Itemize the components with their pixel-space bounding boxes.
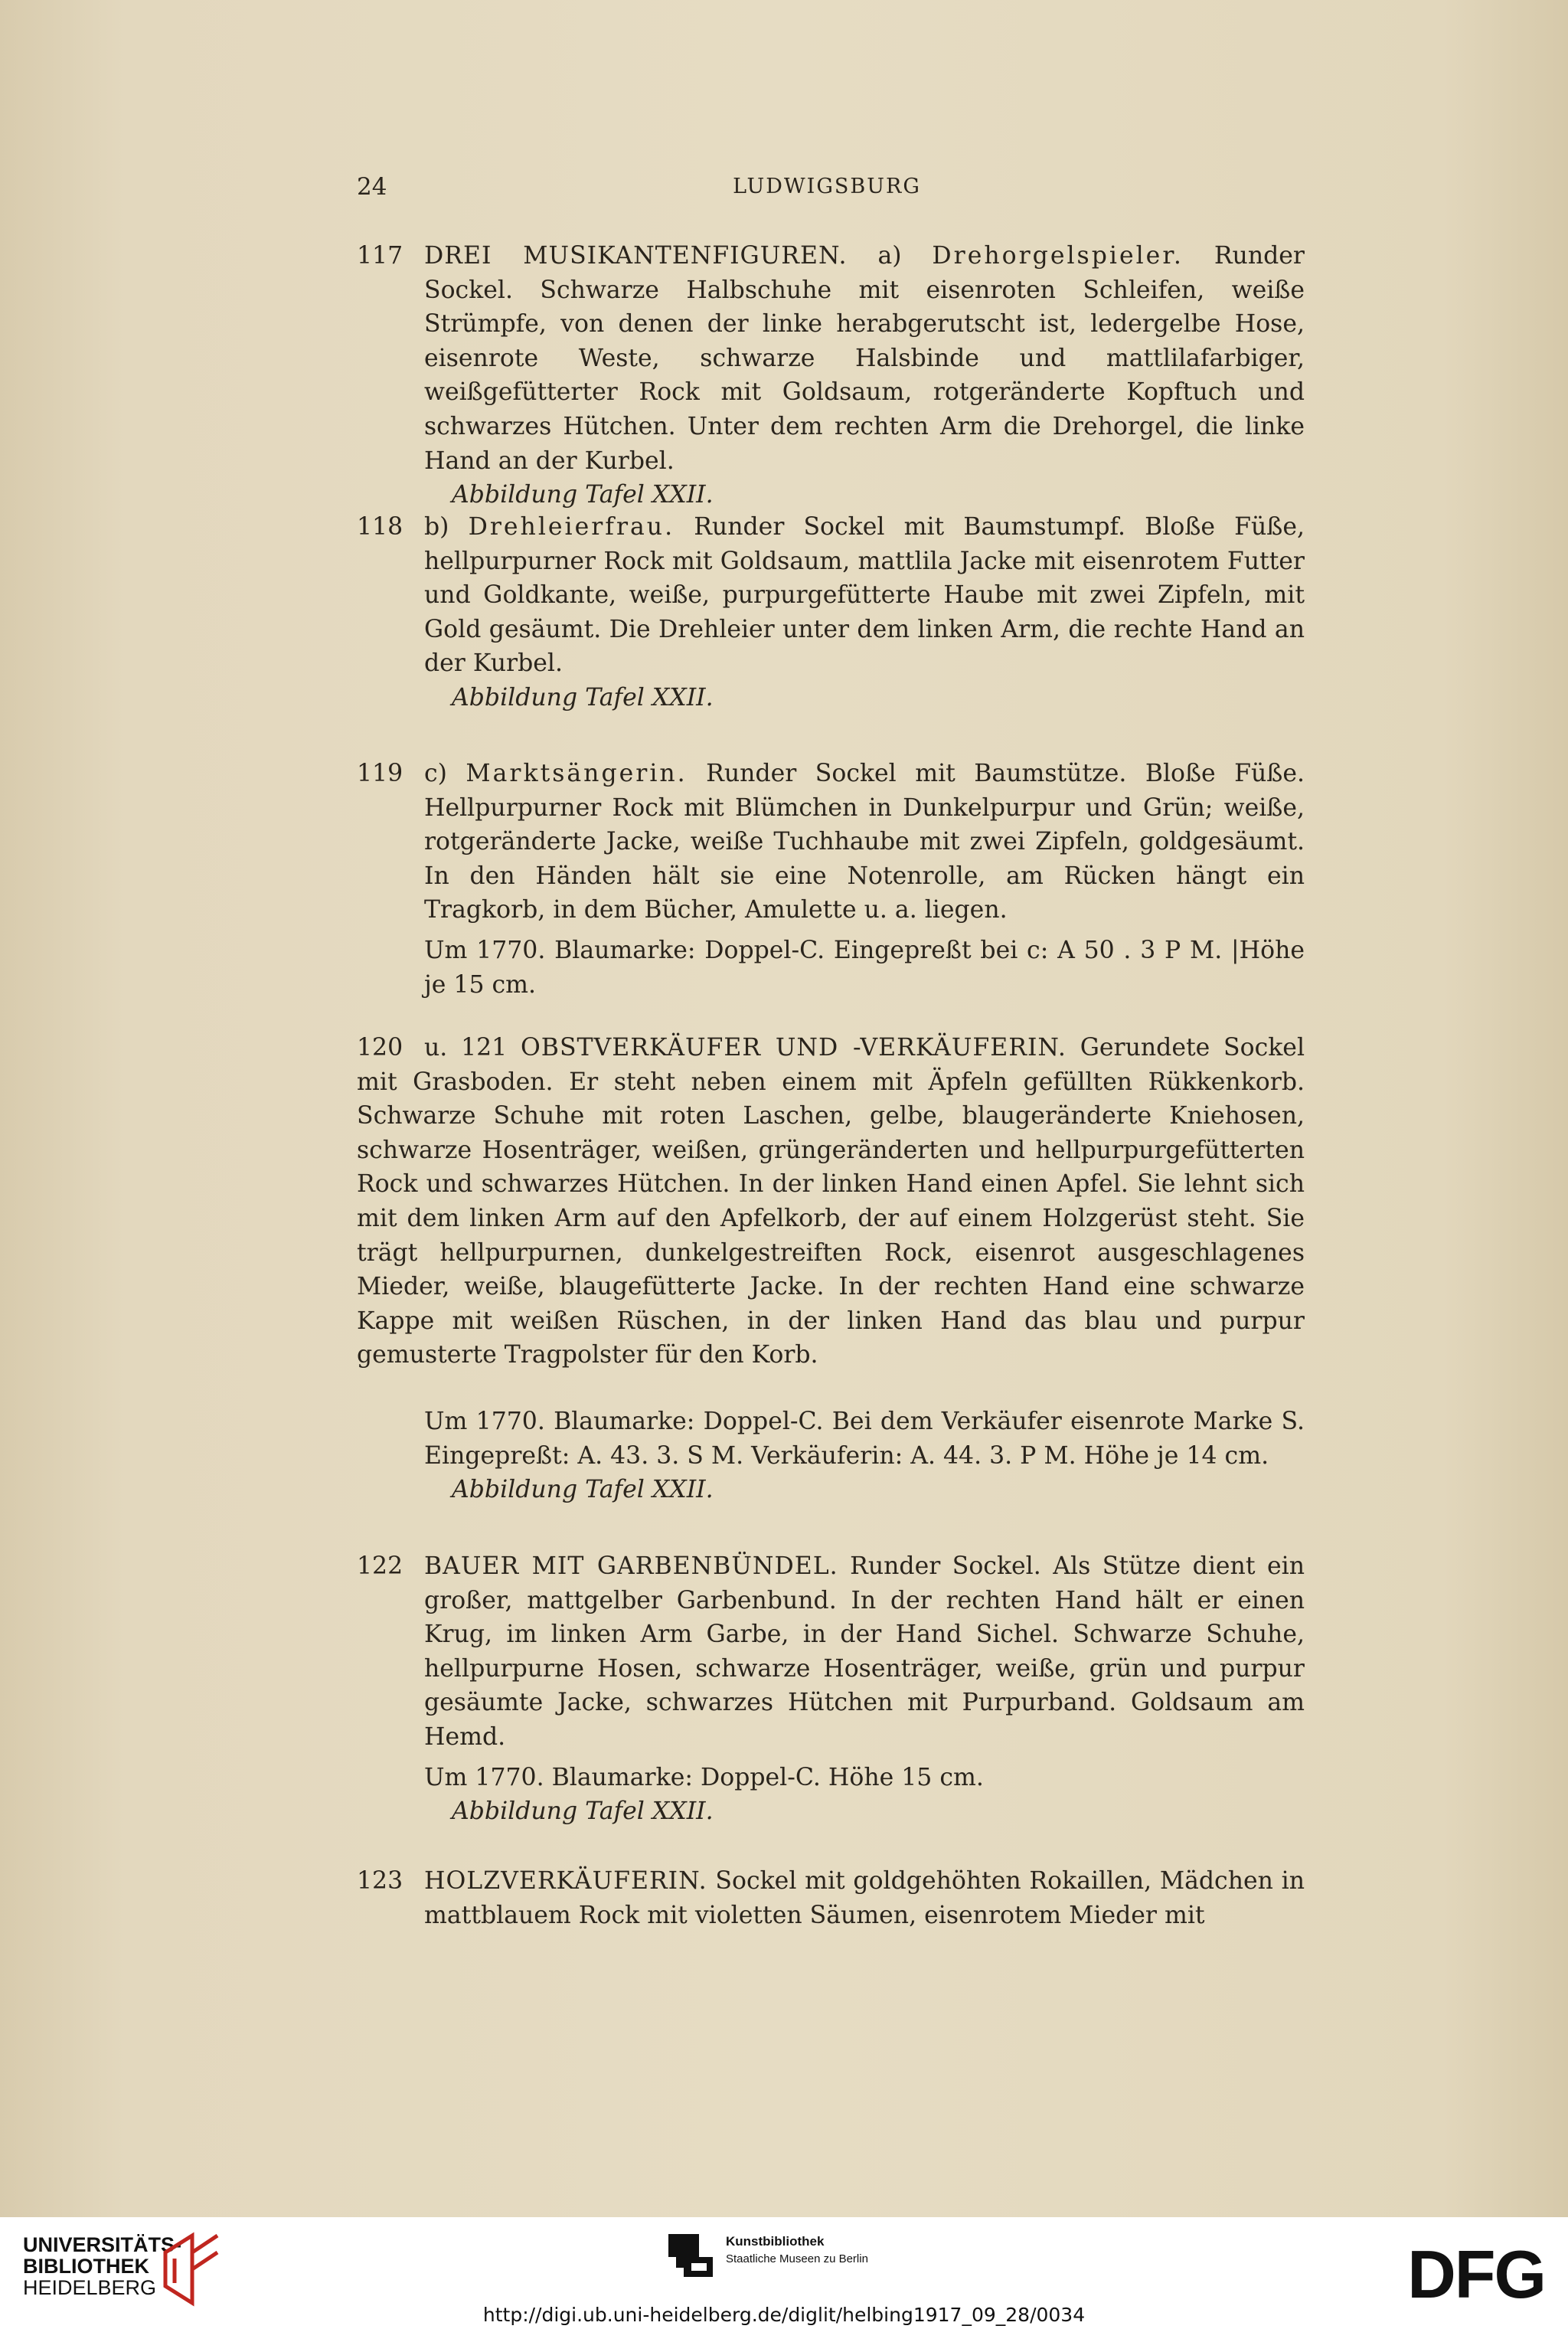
kb-subtitle: Staatliche Museen zu Berlin — [726, 2252, 868, 2265]
entry-subheading: Drehleierfrau. — [468, 513, 675, 541]
entry-text — [424, 510, 1305, 681]
entry-text — [424, 757, 1305, 927]
entry-number: 117 — [357, 242, 403, 270]
plate-reference: Abbildung Tafel XXII. — [452, 481, 714, 509]
entry-subheading: Marktsängerin. — [466, 760, 688, 787]
entry-subheading: Drehorgelspieler. — [932, 242, 1184, 270]
catalog-entry — [357, 239, 1305, 512]
plate-reference: Abbildung Tafel XXII. — [452, 1476, 714, 1504]
page-header — [357, 173, 1297, 210]
entry-heading: OBSTVERKÄUFER UND -VERKÄUFERIN. — [520, 1034, 1067, 1061]
entry-note: Um 1770. Blaumarke: Doppel-C. Bei dem Verkäufer eisenrote Marke S. Eingepreßt: A. 43. 3. S M. Verkäuferin: A. 44. 3. P M. Höhe je 14 cm. — [424, 1408, 1305, 1470]
entry-heading: HOLZVERKÄUFERIN. — [424, 1867, 707, 1895]
library-name-line3: HEIDELBERG — [23, 2276, 157, 2299]
kb-title: Kunstbibliothek — [726, 2234, 825, 2249]
entry-lead: a) — [847, 242, 933, 270]
entry-description: Runder Sockel. Schwarze Halbschuhe mit eisenroten Schleifen, weiße Strümpfe, von denen der linke herabgerutscht ist, ledergelbe Hose, eisenrote Weste, schwarze Halsbinde und mattlilafarbiger, weißgefütterter Rock mit Goldsaum, rotgeränderte Kopftuch und schwarzes Hütchen. Unter dem rechten Arm die Drehorgel, die linke Hand an der Kurbel. — [424, 242, 1305, 475]
entry-description: Runder Sockel mit Baumstumpf. Bloße Füße, hellpurpurner Rock mit Goldsaum, mattlila Jacke mit eisenrotem Futter und Goldkante, weiße, purpurgefütterte Haube mit zwei Zipfeln, mit Gold gesäumt. Die Drehleier unter dem linken Arm, die rechte Hand an der Kurbel. — [424, 513, 1305, 678]
entry-description: Sockel mit goldgehöhten Rokaillen, Mädchen in mattblauem Rock mit violetten Säumen, eisenrotem Mieder mit — [424, 1867, 1305, 1929]
entry-number: 118 — [357, 513, 403, 541]
catalog-entry-notes — [357, 1405, 1305, 1507]
catalog-entry — [357, 510, 1305, 715]
digitization-footer — [0, 2217, 1568, 2329]
entry-number: 123 — [357, 1867, 403, 1895]
entry-number: 120 — [357, 1034, 403, 1061]
entry-lead: u. 121 — [424, 1034, 521, 1061]
kunstbibliothek-credit[interactable] — [668, 2234, 868, 2265]
catalog-entry — [357, 1031, 1305, 1372]
library-emblem-icon — [158, 2229, 222, 2309]
entry-number: 119 — [357, 760, 403, 787]
library-name-line2: BIBLIOTHEK — [23, 2255, 149, 2278]
entry-text — [424, 239, 1305, 478]
catalog-entry — [357, 1864, 1305, 1932]
entry-lead: c) — [424, 760, 466, 787]
plate-reference: Abbildung Tafel XXII. — [452, 683, 714, 711]
entry-description: Runder Sockel. Als Stütze dient ein großer, mattgelber Garbenbund. In der rechten Hand hält er einen Krug, im linken Arm Garbe, in der Hand Sichel. Schwarze Schuhe, hellpurpurne Hosen, schwarze Hosenträger, weiße, grün und purpur gesäumte Jacke, schwarzes Hütchen mit Purpurband. Goldsaum am Hemd. — [424, 1552, 1305, 1751]
entry-heading: DREI MUSIKANTENFIGUREN. — [424, 242, 848, 270]
catalog-entry — [357, 757, 1305, 1002]
entry-description: Runder Sockel mit Baumstütze. Bloße Füße. Hellpurpurner Rock mit Blümchen in Dunkelpurpur und Grün; weiße, rotgeränderte Jacke, weiße Tuchhaube mit zwei Zipfeln, goldgesäumt. In den Händen hält sie eine Notenrolle, am Rücken hängt ein Tragkorb, in dem Bücher, Amulette u. a. liegen. — [424, 760, 1305, 924]
catalog-entry — [357, 1549, 1305, 1829]
dfg-logo[interactable]: DFG — [1407, 2236, 1545, 2312]
entry-note: Um 1770. Blaumarke: Doppel-C. Eingepreßt bei c: A 50 . 3 P M. |Höhe je 15 cm. — [424, 936, 1305, 999]
running-title: LUDWIGSBURG — [733, 175, 921, 198]
entry-lead: b) — [424, 513, 469, 541]
permalink-url[interactable]: http://digi.ub.uni-heidelberg.de/diglit/helbing1917_09_28/0034 — [482, 2304, 1086, 2326]
entry-text — [357, 1031, 1305, 1372]
entry-text — [424, 1549, 1305, 1755]
entry-text — [424, 1864, 1305, 1932]
plate-reference: Abbildung Tafel XXII. — [452, 1797, 714, 1826]
entry-number: 122 — [357, 1552, 403, 1580]
page-number: 24 — [357, 173, 387, 201]
library-name-line1: UNIVERSITÄTS- — [23, 2233, 182, 2256]
entry-note: Um 1770. Blaumarke: Doppel-C. Höhe 15 cm. — [424, 1763, 984, 1791]
entry-heading: BAUER MIT GARBENBÜNDEL. — [424, 1552, 838, 1580]
entry-description: Gerundete Sockel mit Grasboden. Er steht neben einem mit Äpfeln gefüllten Rükkenkorb. Schwarze Schuhe mit roten Laschen, gelbe, blaugeränderte Kniehosen, schwarze Hosenträger, weißen, grüngeränderten und hellpurpurgefütterten Rock und schwarzes Hütchen. In der linken Hand einen Apfel. Sie lehnt sich mit dem linken Arm auf den Apfelkorb, der auf einem Holzgerüst steht. Sie trägt hellpurpurnen, dunkelgestreiften Rock, eisenrot ausgeschlagenes Mieder, weiße, blaugefütterte Jacke. In der rechten Hand eine schwarze Kappe mit weißen Rüschen, in der linken Hand das blau und purpur gemusterte Tragpolster für den Korb. — [357, 1034, 1305, 1369]
